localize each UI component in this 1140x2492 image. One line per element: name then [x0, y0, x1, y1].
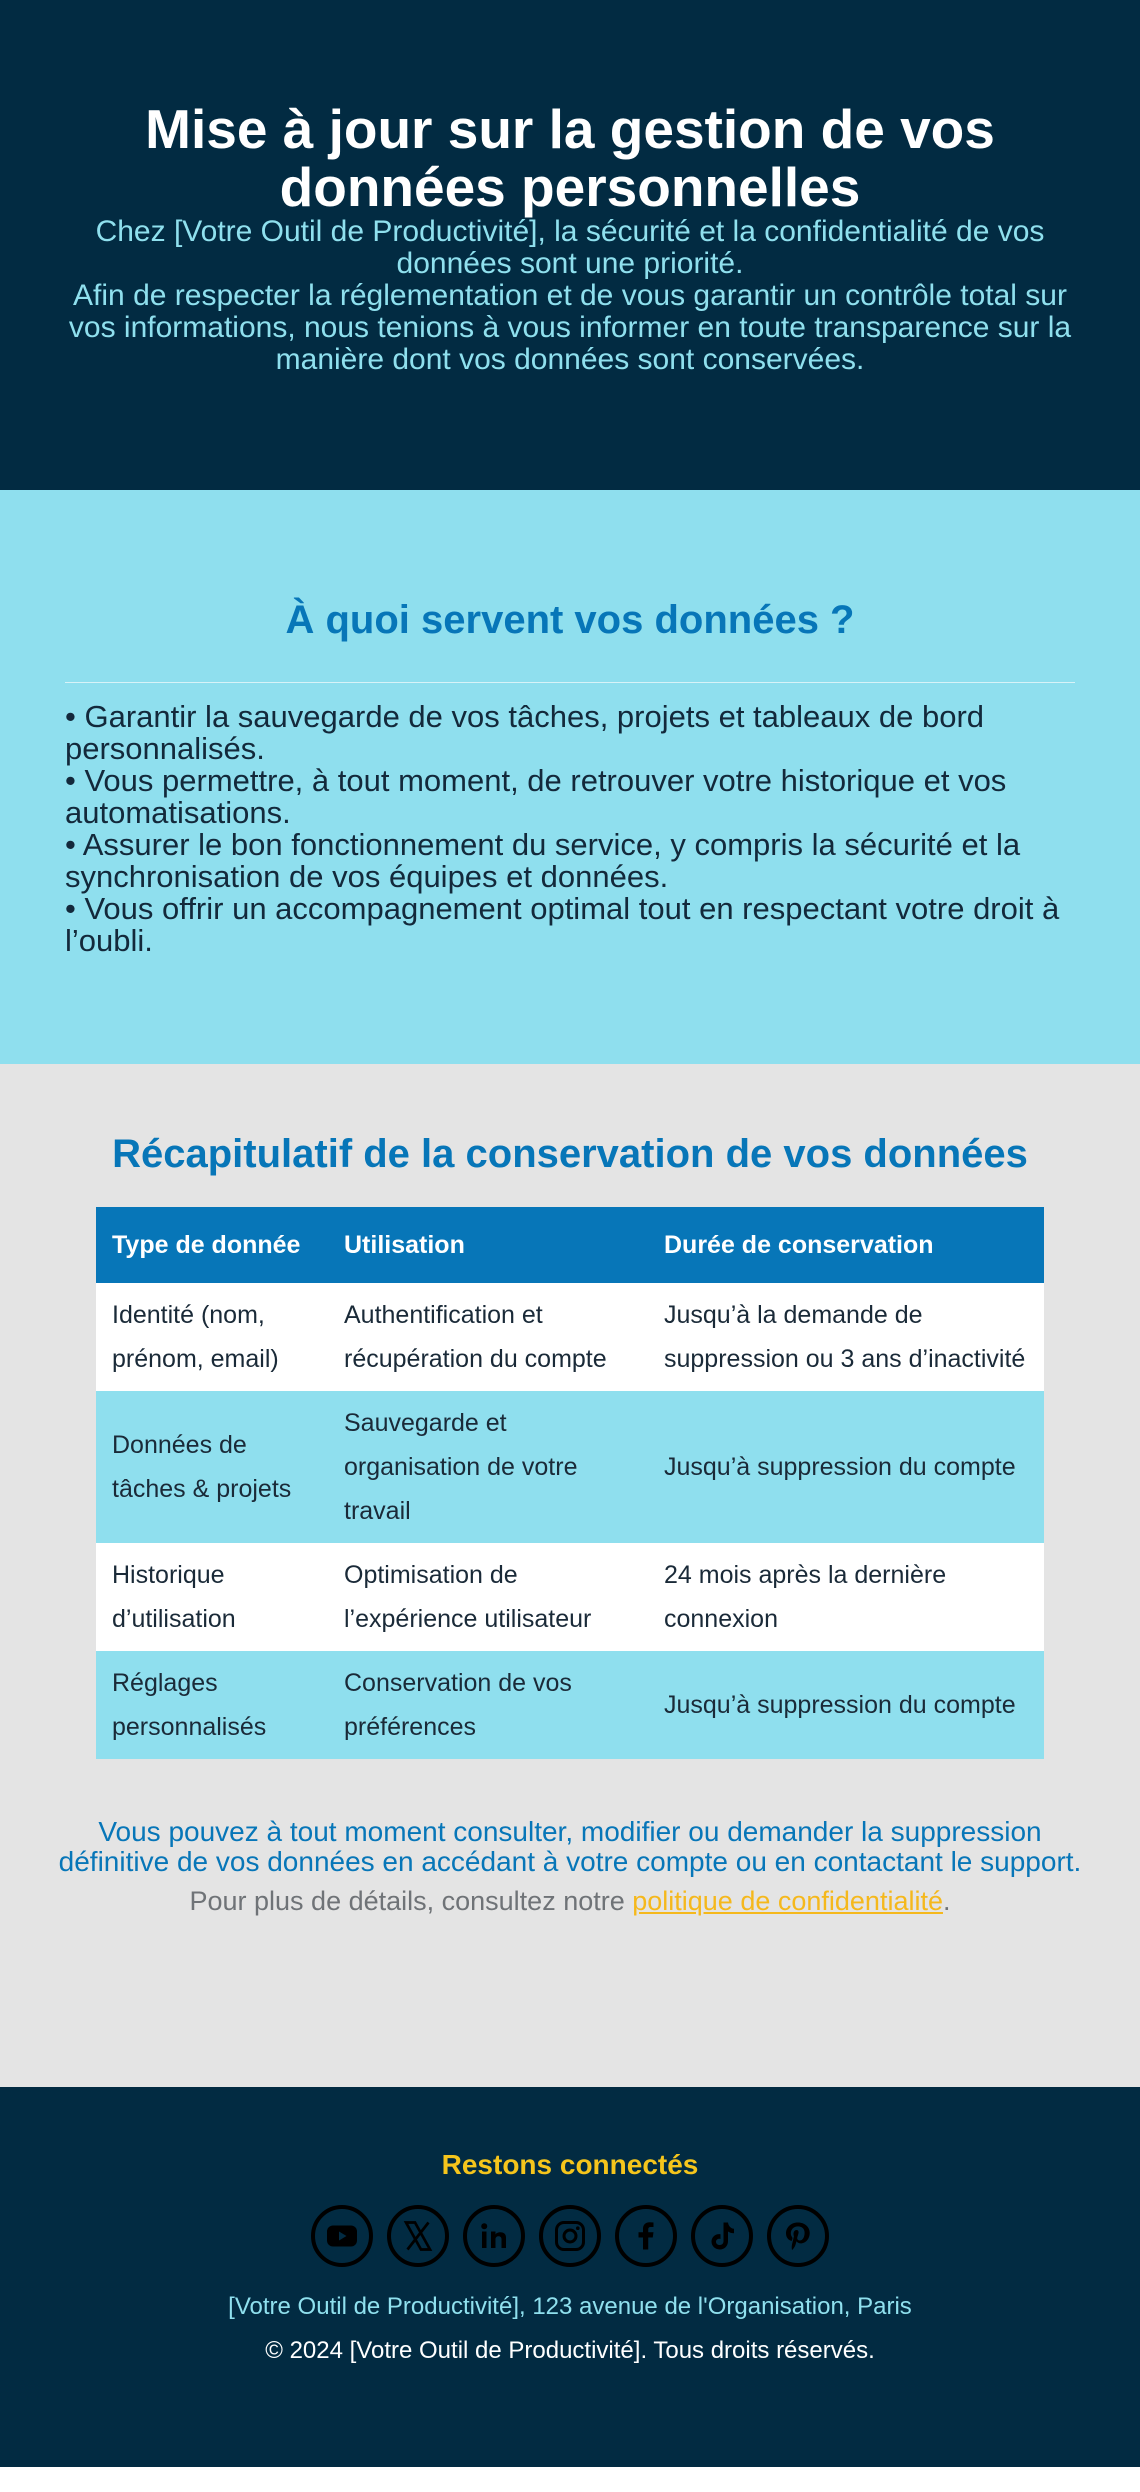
hero-body: Afin de respecter la réglementation et de vous garantir un contrôle total sur vos informations, nous tenions à vous informer en toute transparence sur la manière dont vos données sont conservées. — [68, 279, 1072, 376]
cell-type: Données de tâches & projets — [96, 1391, 328, 1543]
cell-duration: Jusqu’à suppression du compte — [648, 1651, 1044, 1759]
purpose-item: • Vous permettre, à tout moment, de retrouver votre historique et vos automatisations. — [65, 763, 1007, 830]
hero-intro: Chez [Votre Outil de Productivité], la sécurité et la confidentialité de vos données sont une priorité. — [95, 215, 1045, 280]
facebook-icon[interactable] — [615, 2205, 677, 2267]
cell-usage: Authentification et récupération du compte — [328, 1283, 648, 1391]
purpose-title: À quoi servent vos données ? — [285, 598, 855, 642]
cell-duration: Jusqu’à la demande de suppression ou 3 ans d’inactivité — [648, 1283, 1044, 1391]
divider — [65, 682, 1075, 683]
x-icon[interactable] — [387, 2205, 449, 2267]
purpose-item: • Assurer le bon fonctionnement du service, y compris la sécurité et la synchronisation de vos équipes et données. — [65, 827, 1021, 894]
company-address: [Votre Outil de Productivité], 123 avenue de l'Organisation, Paris — [228, 2293, 912, 2320]
header-duration: Durée de conservation — [648, 1207, 1044, 1283]
header-type: Type de donnée — [96, 1207, 328, 1283]
footer — [0, 2087, 1140, 2467]
purpose-item: • Garantir la sauvegarde de vos tâches, projets et tableaux de bord personnalisés. — [65, 699, 985, 766]
linkedin-icon[interactable] — [463, 2205, 525, 2267]
cell-usage: Conservation de vos préférences — [328, 1651, 648, 1759]
youtube-icon[interactable] — [311, 2205, 373, 2267]
table-row — [96, 1391, 1044, 1543]
cell-usage: Optimisation de l’expérience utilisateur — [328, 1543, 648, 1651]
cell-usage: Sauvegarde et organisation de votre travail — [328, 1391, 648, 1543]
table-row — [96, 1283, 1044, 1391]
rights-note: Vous pouvez à tout moment consulter, modifier ou demander la suppression définitive de vos données en accédant à votre compte ou en contactant le support. — [58, 1816, 1082, 1877]
note-block — [0, 1759, 1140, 1921]
table-header-row — [96, 1207, 1044, 1283]
purpose-section — [0, 490, 1140, 1064]
page-title: Mise à jour sur la gestion de vos données personnelles — [145, 98, 995, 218]
pinterest-icon[interactable] — [767, 2205, 829, 2267]
summary-section — [0, 1064, 1140, 2087]
instagram-icon[interactable] — [539, 2205, 601, 2267]
cell-type: Historique d’utilisation — [96, 1543, 328, 1651]
footer-heading: Restons connectés — [441, 2149, 699, 2180]
cell-type: Réglages personnalisés — [96, 1651, 328, 1759]
header-usage: Utilisation — [328, 1207, 648, 1283]
privacy-policy-link[interactable]: politique de confidentialité — [632, 1886, 943, 1916]
details-suffix: . — [942, 1886, 951, 1916]
details-note — [50, 1881, 1090, 1921]
cell-duration: 24 mois après la dernière connexion — [648, 1543, 1044, 1651]
cell-type: Identité (nom, prénom, email) — [96, 1283, 328, 1391]
retention-table — [96, 1207, 1044, 1759]
table-row — [96, 1543, 1044, 1651]
social-links — [0, 2205, 1140, 2267]
details-prefix: Pour plus de détails, consultez notre — [189, 1886, 633, 1916]
cell-duration: Jusqu’à suppression du compte — [648, 1391, 1044, 1543]
table-row — [96, 1651, 1044, 1759]
tiktok-icon[interactable] — [691, 2205, 753, 2267]
purpose-item: • Vous offrir un accompagnement optimal tout en respectant votre droit à l’oubli. — [65, 891, 1060, 958]
summary-title: Récapitulatif de la conservation de vos données — [112, 1132, 1028, 1176]
copyright: © 2024 [Votre Outil de Productivité]. Tous droits réservés. — [265, 2337, 875, 2364]
hero-section — [0, 0, 1140, 490]
